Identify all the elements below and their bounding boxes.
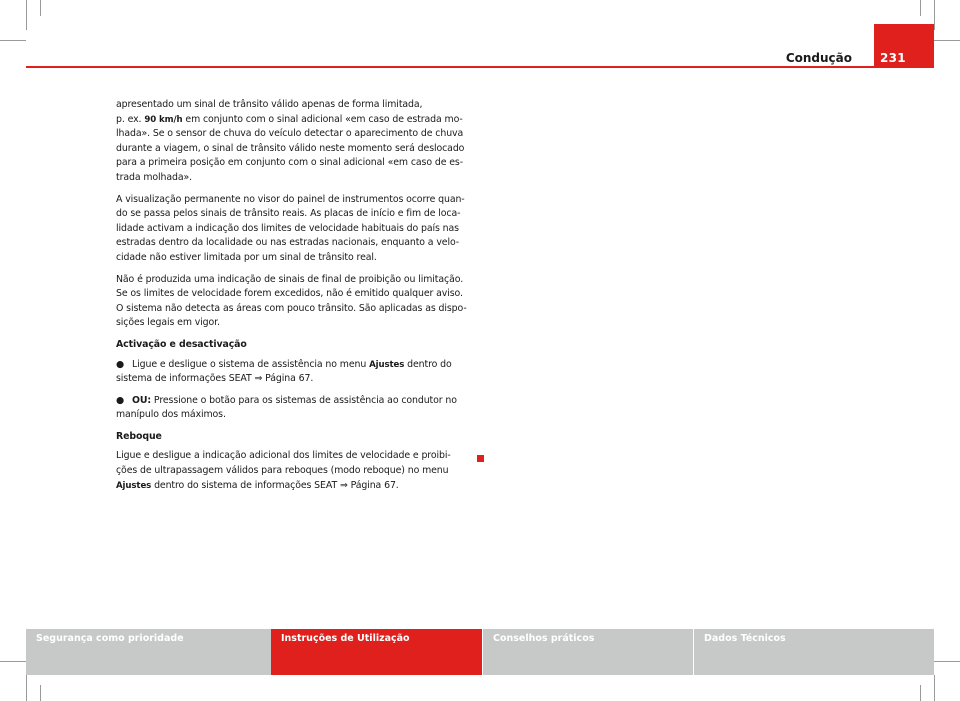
menu-name: Ajustes — [369, 359, 405, 370]
paragraph: A visualização permanente no visor do painel de instrumentos ocorre quan- do se passa pelos sinais de trânsito reais. As placas de início e fim de loca- lidade activam a indicação dos limites de velocidade habituais do país nas estradas dentro da localidade ou nas estradas nacionais, enquanto a velo- cidade não estiver limitada por um sinal de trânsito real. — [116, 193, 465, 263]
footer-tab-technical-data[interactable]: Dados Técnicos — [693, 629, 934, 675]
list-item — [116, 358, 472, 387]
crop-mark — [0, 661, 26, 662]
paragraph-text: apresentado um sinal de trânsito válido apenas de forma limitada, — [116, 99, 423, 110]
crop-mark — [934, 675, 935, 701]
page-number: 231 — [880, 51, 906, 65]
paragraph-text: dentro do sistema de informações SEAT ⇒ Página 67. — [151, 479, 399, 491]
chapter-title: Condução — [785, 51, 852, 65]
list-item — [116, 394, 472, 423]
crop-mark — [934, 661, 960, 662]
paragraph: Não é produzida uma indicação de sinais de final de proibição ou limitação. Se os limites de velocidade forem excedidos, não é emitido qualquer aviso. O sistema não detecta as áreas com pouco trânsito. São aplicadas as dispo- sições legais em vigor. — [116, 273, 467, 329]
bullet-icon: ● — [116, 394, 125, 406]
menu-name: Ajustes — [116, 480, 152, 491]
section-end-marker — [477, 455, 484, 462]
footer-tab-instructions[interactable]: Instruções de Utilização — [271, 629, 482, 675]
section-heading: Reboque — [116, 430, 162, 442]
speed-value: 90 km/h — [144, 114, 183, 125]
crop-mark — [26, 0, 27, 30]
crop-mark — [26, 675, 27, 701]
crop-mark — [0, 40, 26, 41]
paragraph-text: em conjunto com o sinal adicional «em caso de estrada mo- lhada». Se o sensor de chuva do veículo detectar o aparecimento de chuva durante a viagem, o sinal de trânsito válido neste momento será deslocado para a primeira posição em conjunto com o sinal adicional «em caso de es- trada molhada». — [116, 113, 465, 183]
paragraph — [116, 449, 472, 493]
paragraph — [116, 98, 472, 186]
paragraph-text: p. ex. — [116, 113, 145, 125]
list-item-text: Pressione o botão para os sistemas de assistência ao condutor no manípulo dos máximos. — [116, 394, 457, 421]
header-rule — [26, 66, 934, 68]
footer-tab-practical-tips[interactable]: Conselhos práticos — [482, 629, 693, 675]
paragraph-text: Ligue e desligue a indicação adicional dos limites de velocidade e proibi- ções de ultrapassagem válidos para reboques (modo reboque) no menu — [116, 450, 451, 477]
page-body — [116, 98, 472, 500]
crop-mark — [934, 0, 935, 30]
crop-mark — [920, 0, 921, 16]
footer-tab-safety[interactable]: Segurança como prioridade — [26, 629, 271, 675]
or-label: OU: — [132, 394, 152, 406]
bullet-icon: ● — [116, 358, 125, 370]
crop-mark — [920, 685, 921, 701]
section-heading: Activação e desactivação — [116, 338, 247, 350]
crop-mark — [934, 40, 960, 41]
list-item-text: dentro do sistema de informações SEAT ⇒ Página 67. — [116, 358, 452, 385]
list-item-text: Ligue e desligue o sistema de assistência no menu — [132, 358, 370, 370]
crop-mark — [40, 0, 41, 16]
crop-mark — [40, 685, 41, 701]
